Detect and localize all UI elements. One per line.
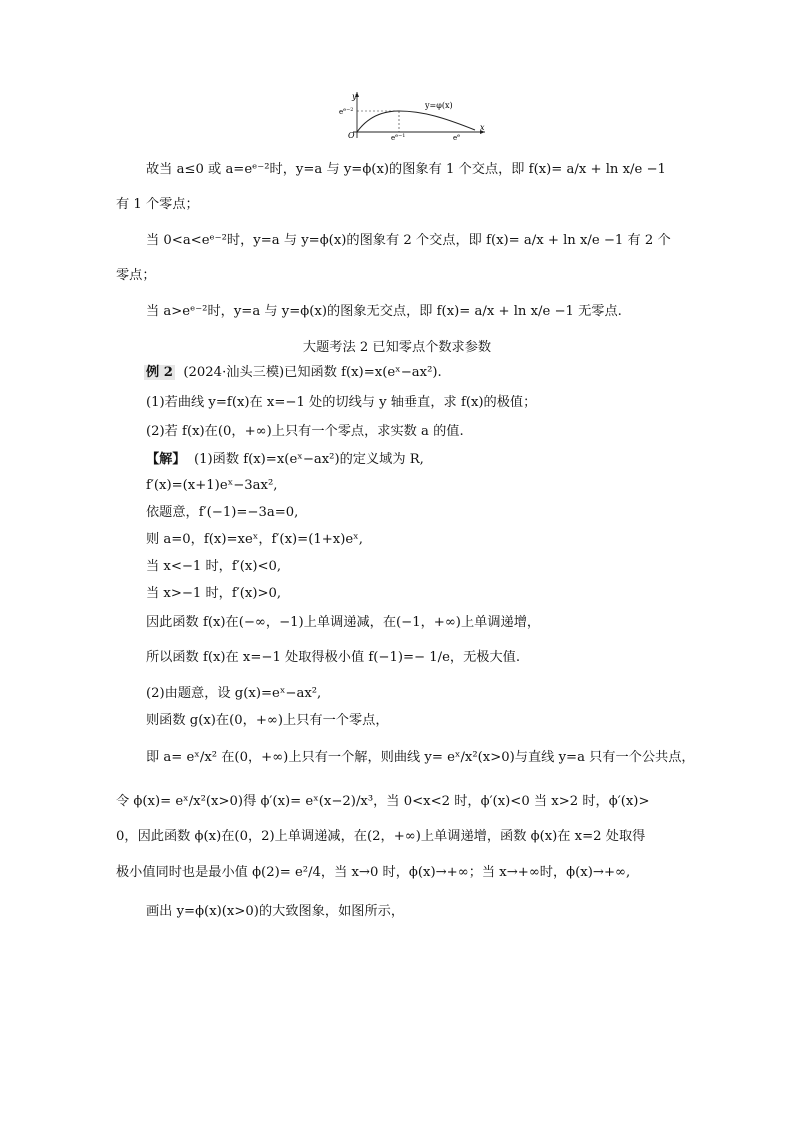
solution-line-15: 画出 y=ϕ(x)(x>0)的大致图象，如图所示， (146, 904, 405, 919)
solution-line-2: f′(x)=(x+1)eˣ−3ax², (146, 478, 278, 493)
example-line (144, 363, 442, 383)
y-axis-label: y (352, 92, 357, 101)
solution-line-8: 所以函数 f(x)在 x=−1 处取得极小值 f(−1)=− 1/e，无极大值. (146, 650, 521, 665)
function-graph-figure (333, 88, 488, 140)
origin-label: O (348, 131, 355, 140)
solution-line-12: 令 ϕ(x)= eˣ/x²(x>0)得 ϕ′(x)= eˣ(x−2)/x³，当 0<x<2 时，ϕ′(x)<0 当 x>2 时，ϕ′(x)> (116, 794, 650, 809)
solution-line-10: 则函数 g(x)在(0，+∞)上只有一个零点， (146, 713, 389, 728)
x-axis-label: x (480, 123, 485, 132)
curve-label: y=φ(x) (425, 101, 453, 110)
section-heading: 大题考法 2 已知零点个数求参数 (302, 340, 492, 355)
solution-line-14: 极小值同时也是最小值 ϕ(2)= e²/4，当 x→0 时，ϕ(x)→+∞；当 x→+∞时，ϕ(x)→+∞, (116, 865, 631, 880)
text-line-1: 故当 a≤0 或 a=eᵉ⁻²时，y=a 与 y=ϕ(x)的图象有 1 个交点，即 f(x)= a/x + ln x/e −1 (146, 162, 666, 177)
solution-tag: 【解】 (146, 452, 186, 467)
question-1: (1)若曲线 y=f(x)在 x=−1 处的切线与 y 轴垂直，求 f(x)的极值； (146, 395, 537, 410)
text-line-5: 当 a>eᵉ⁻²时，y=a 与 y=ϕ(x)的图象无交点，即 f(x)= a/x + ln x/e −1 无零点. (146, 304, 622, 319)
example-text: (2024·汕头三模)已知函数 f(x)=x(eˣ−ax²). (183, 365, 442, 380)
solution-line-13: 0，因此函数 ϕ(x)在(0，2)上单调递减，在(2，+∞)上单调递增，函数 ϕ(x)在 x=2 处取得 (116, 829, 646, 844)
text-line-3: 当 0<a<eᵉ⁻²时，y=a 与 y=ϕ(x)的图象有 2 个交点，即 f(x)= a/x + ln x/e −1 有 2 个 (146, 233, 671, 248)
solution-line-6: 当 x>−1 时，f′(x)>0, (146, 586, 282, 601)
x-tick-label-1: $e^{e-1}$ (391, 133, 406, 140)
y-tick-label: $e^{e-2}$ (339, 107, 354, 116)
text-line-4: 零点； (116, 268, 156, 283)
text-line-2: 有 1 个零点； (116, 197, 199, 212)
solution-line-5: 当 x<−1 时，f′(x)<0, (146, 559, 282, 574)
solution-line-9: (2)由题意，设 g(x)=eˣ−ax², (146, 686, 322, 701)
solution-line-3: 依题意，f′(−1)=−3a=0, (146, 505, 299, 520)
curve-phi (357, 111, 475, 132)
example-tag: 例 2 (146, 365, 173, 380)
solution-line-1 (146, 450, 424, 470)
x-tick-label-2: $e^e$ (453, 133, 461, 140)
solution-line-4: 则 a=0，f(x)=xeˣ，f′(x)=(1+x)eˣ, (146, 532, 363, 547)
solution-line-7: 因此函数 f(x)在(−∞，−1)上单调递减，在(−1，+∞)上单调递增， (146, 615, 541, 630)
solution-text-1: (1)函数 f(x)=x(eˣ−ax²)的定义域为 R, (193, 452, 424, 467)
solution-line-11: 即 a= eˣ/x² 在(0，+∞)上只有一个解，则曲线 y= eˣ/x²(x>0)与直线 y=a 只有一个公共点， (146, 750, 695, 765)
question-2: (2)若 f(x)在(0，+∞)上只有一个零点，求实数 a 的值. (146, 424, 464, 439)
